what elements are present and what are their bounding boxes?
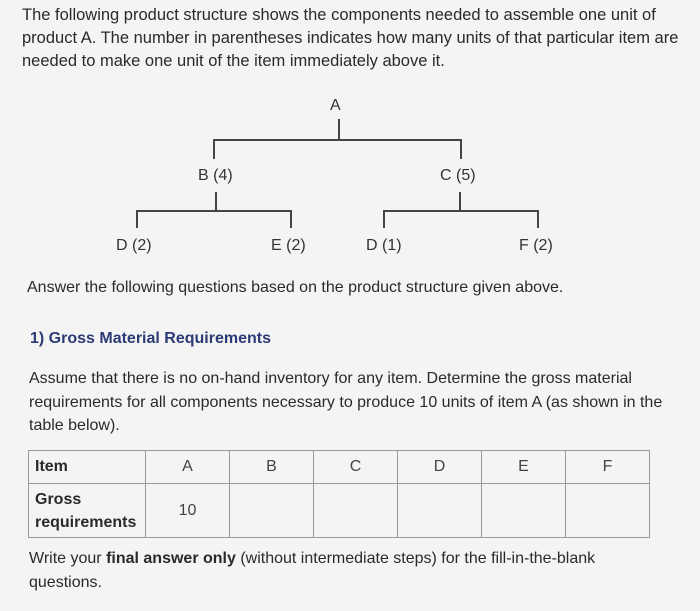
- connector: [290, 210, 292, 228]
- note-prefix: Write your: [29, 550, 107, 567]
- column-header-d: D: [398, 451, 482, 484]
- answer-cell-d[interactable]: [398, 484, 482, 538]
- node-c: C (5): [440, 167, 476, 184]
- answer-cell-b[interactable]: [230, 484, 314, 538]
- connector: [338, 119, 340, 139]
- item-header: Item: [29, 451, 146, 484]
- connector: [460, 139, 462, 159]
- column-header-f: F: [566, 451, 650, 484]
- connector: [136, 210, 292, 212]
- node-a: A: [330, 97, 341, 114]
- answer-cell-c[interactable]: [314, 484, 398, 538]
- assumption-text: Assume that there is no on-hand inventory for any item. Determine the gross material requirements for all components necessary to produce 10 units of item A (as shown in the table below).: [29, 370, 663, 434]
- connector: [383, 210, 385, 228]
- intro-paragraph: The following product structure shows the components needed to assemble one unit of product A. The number in parentheses indicates how many units of that particular item are needed to make one unit of the item immediately above it.: [22, 6, 679, 70]
- instructions: Answer the following questions based on the product structure given above.: [27, 279, 564, 296]
- node-d-under-c: D (1): [366, 237, 402, 254]
- table-header-row: [29, 451, 650, 484]
- column-header-a: A: [146, 451, 230, 484]
- connector: [459, 192, 461, 210]
- connector: [383, 210, 539, 212]
- node-e: E (2): [271, 237, 306, 254]
- column-header-c: C: [314, 451, 398, 484]
- value-a: 10: [146, 484, 230, 538]
- answer-cell-e[interactable]: [482, 484, 566, 538]
- note-bold: final answer only: [106, 550, 236, 567]
- section-title: 1) Gross Material Requirements: [30, 330, 271, 347]
- connector: [537, 210, 539, 228]
- answer-note: [29, 547, 649, 595]
- column-header-e: E: [482, 451, 566, 484]
- answer-cell-f[interactable]: [566, 484, 650, 538]
- gross-requirements-label: Gross requirements: [29, 484, 146, 538]
- node-d-under-b: D (2): [116, 237, 152, 254]
- table-row: [29, 484, 650, 538]
- connector: [213, 139, 462, 141]
- column-header-b: B: [230, 451, 314, 484]
- note-suffix: (without intermediate steps) for the fill-in-the-blank questions.: [29, 550, 596, 591]
- connector: [215, 192, 217, 210]
- node-f: F (2): [519, 237, 553, 254]
- connector: [213, 139, 215, 159]
- connector: [136, 210, 138, 228]
- node-b: B (4): [198, 167, 233, 184]
- requirements-table: [28, 450, 650, 538]
